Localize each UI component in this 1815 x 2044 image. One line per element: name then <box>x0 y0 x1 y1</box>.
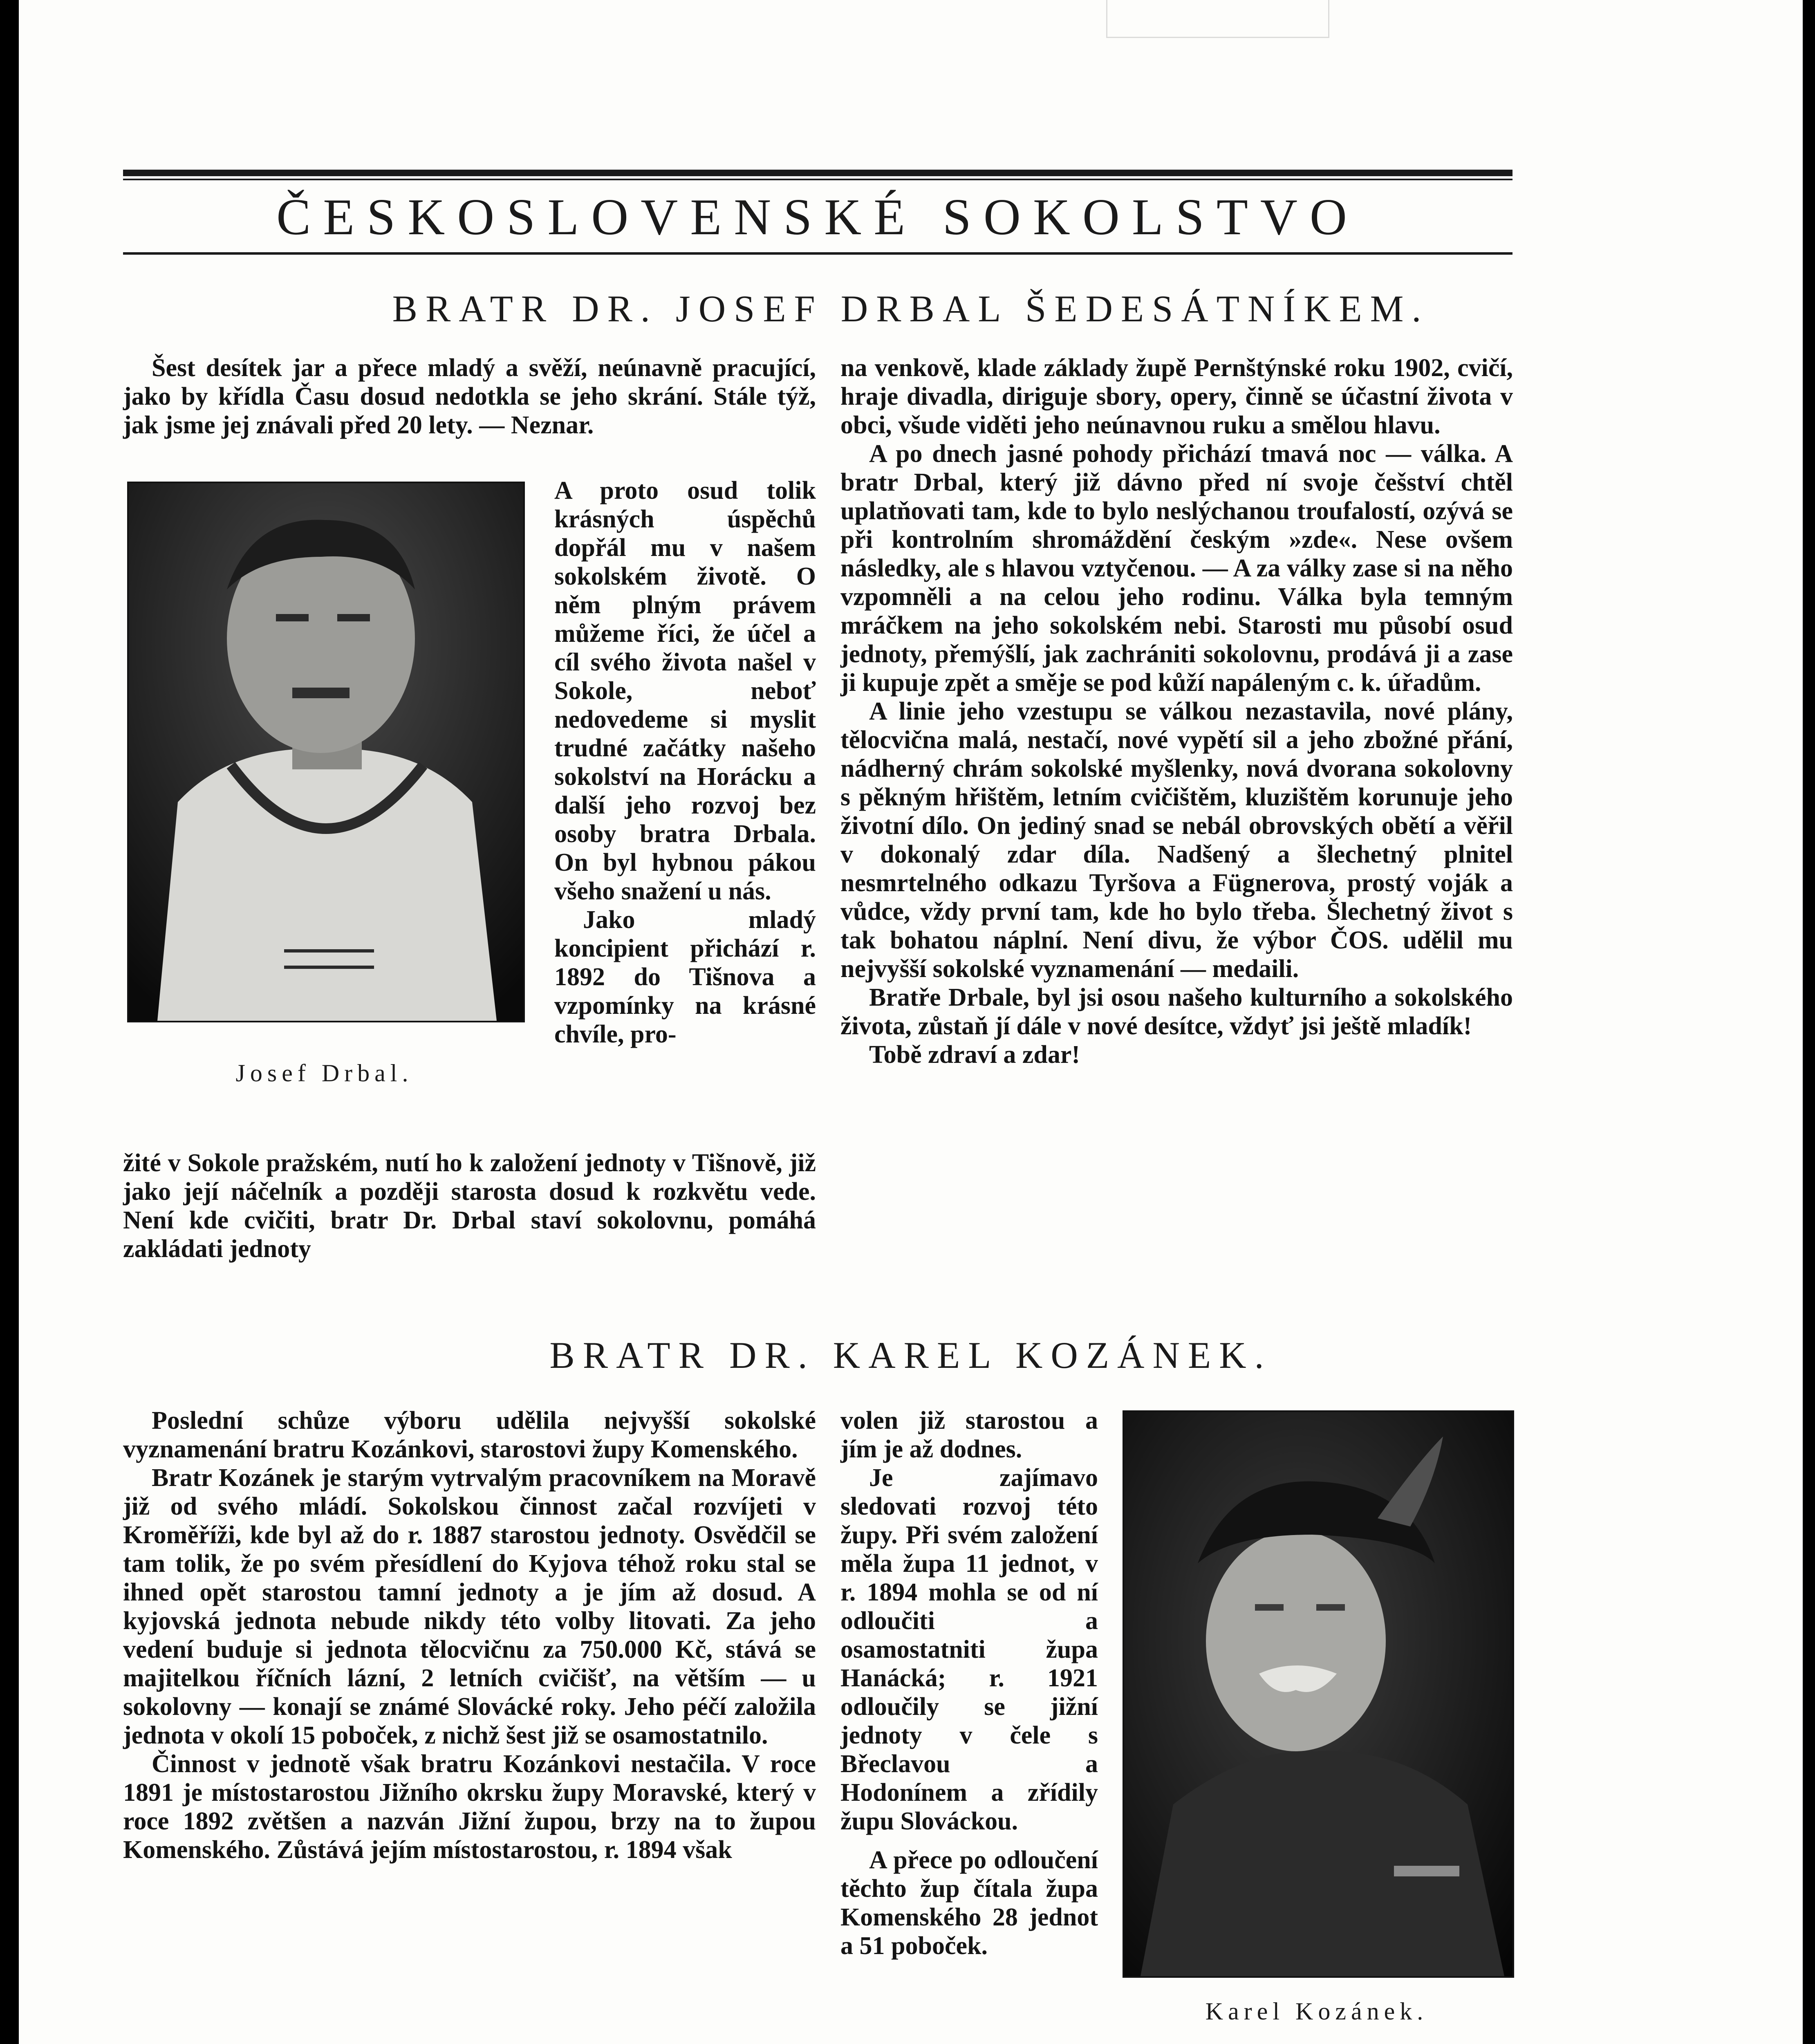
article1-lead-text: Šest desítek jar a přece mladý a svěží, neúnavně pracující, jako by křídla Času dosud nedotkla se jeho skrání. Stále týž, jak jsme jej znávali před 20 lety. — Neznar. <box>123 354 816 439</box>
portrait-drbal-image <box>129 483 523 1021</box>
article1-right-column <box>840 354 1513 1069</box>
article2-left-column <box>123 1406 816 1864</box>
top-rule <box>123 170 1512 176</box>
article1-wrap-text-2: Jako mladý koncipient přichází r. 1892 do Tišnova a vzpomínky na krásné chvíle, pro- <box>554 906 816 1048</box>
article1-paragraph: A linie jeho vzestupu se válkou nezastavila, nové plány, tělocvična malá, nestačí, nové vypětí sil a jeho zbožné přání, nádherný chrám sokolské myšlenky, nová dvorana sokolovny s pěkným hřištěm, letním cvičištěm, kluzištěm korunuje jeho životní dílo. On jediný snad se nebál obrovských obětí a věřil v dokonalý zdar díla. Nadšený a šlechetný plnitel nesmrtelného odkazu Tyršova a Fügnerova, prostý voják a vůdce, vždy první tam, kde ho bylo třeba. Šlechetný život s tak bohatou náplní. Není divu, že výbor ČOS. udělil mu nejvyšší sokolské vyznamenání — medaili. <box>840 697 1513 983</box>
article2-headline: BRATR DR. KAREL KOZÁNEK. <box>549 1334 1272 1376</box>
article1-wrap-column <box>554 476 816 1049</box>
section-title: ČESKOSLOVENSKÉ SOKOLSTVO <box>276 189 1359 246</box>
article1-paragraph: Tobě zdraví a zdar! <box>869 1041 1080 1069</box>
article1-continuation <box>123 1149 816 1263</box>
article1-paragraph: na venkově, klade základy župě Pernštýnské roku 1902, cvičí, hraje divadla, diriguje sbory, opery, činně se účastní života v obci, všude viděti jeho neúnavnou ruku a smělou hlavu. <box>840 354 1513 439</box>
article1-paragraph: A po dnech jasné pohody přichází tmavá noc — válka. A bratr Drbal, který již dávno před ní svoje češství chtěl uplatňovati tam, kde to bylo neslýchanou troufalostí, ozývá se při kontrolním shromáždění českým »zde«. Nese ovšem následky, ale s hlavou vztyčenou. — A za války zase si na něho vzpomněli a na celou jeho rodinu. Válka byla temným mráčkem na jeho sokolském nebi. Starosti mu působí osud jednoty, přemýšlí, jak zachrániti sokolovnu, prodává ji a zase ji kupuje zpět a směje se pod kůží napáleným c. k. úřadům. <box>840 440 1513 697</box>
article2-paragraph: A přece po odloučení těchto žup čítala župa Komenského 28 jednot a 51 poboček. <box>840 1846 1098 1960</box>
section-rule <box>123 252 1512 255</box>
top-rule-thin <box>123 179 1512 180</box>
corner-mark <box>1106 0 1329 38</box>
article2-paragraph: Je zajímavo sledovati rozvoj této župy. Při svém založení měla župa 11 jednot, v r. 1894 mohla se od ní odloučiti a osamostatniti župa Hanácká; r. 1921 odloučily se jižní jednoty v čele s Břeclavou a Hodonínem a zřídily župu Slováckou. <box>840 1464 1098 1835</box>
article1-photo-caption: Josef Drbal. <box>235 1060 413 1087</box>
josef-drbal-photo <box>127 482 525 1022</box>
portrait-kozanek-image <box>1124 1412 1512 1976</box>
article1-wrap-text: A proto osud tolik krásných úspěchů dopřál mu v našem sokolském životě. O něm plným právem můžeme říci, že účel a cíl svého života našel v Sokole, neboť nedovedeme si myslit trudné začátky našeho sokolství na Horácku a další jeho rozvoj bez osoby bratra Drbala. On byl hybnou pákou všeho snažení u nás. <box>554 477 816 905</box>
article2-paragraph: Činnost v jednotě však bratru Kozánkovi nestačila. V roce 1891 je místostarostou Jižního okrsku župy Moravské, který v roce 1892 zvětšen a nazván Jižní župou, brzy na to župou Komenského. Zůstává jejím místostarostou, r. 1894 však <box>123 1750 816 1864</box>
article2-paragraph: volen již starostou a jím je až dodnes. <box>840 1407 1098 1463</box>
karel-kozanek-photo <box>1123 1410 1514 1978</box>
article2-middle-column <box>840 1406 1098 1960</box>
article2-paragraph: Bratr Kozánek je starým vytrvalým pracovníkem na Moravě již od svého mládí. Sokolskou činnost začal rozvíjeti v Kroměříži, kde byl až do r. 1887 starostou jednoty. Osvědčil se tam tolik, že po svém přesídlení do Kyjova téhož roku stal se ihned opět starostou tamní jednoty a je jím až dosud. A kyjovská jednota nebude nikdy této volby litovati. Za jeho vedení buduje si jednota tělocvičnu za 750.000 Kč, stává se majitelkou říčních lázní, 2 letních cvičišť, na větším — u sokolovny — konají se známé Slovácké roky. Jeho péčí založila jednota v okolí 15 poboček, z nichž šest již se osamostatnilo. <box>123 1464 816 1749</box>
article1-paragraph: Bratře Drbale, byl jsi osou našeho kulturního a sokolského života, zůstaň jí dále v nové desítce, vždyť jsi ještě mladík! <box>840 984 1513 1040</box>
magazine-page <box>19 0 1803 2044</box>
article1-continue-text: žité v Sokole pražském, nutí ho k založení jednoty v Tišnově, již jako její náčelník a později starosta dosud k rozkvětu vede. Není kde cvičiti, bratr Dr. Drbal staví sokolovnu, pomáhá zakládati jednoty <box>123 1149 816 1263</box>
article2-paragraph: Poslední schůze výboru udělila nejvyšší sokolské vyznamenání bratru Kozánkovi, starostovi župy Komenského. <box>123 1407 816 1463</box>
article1-headline: BRATR DR. JOSEF DRBAL ŠEDESÁTNÍKEM. <box>392 288 1430 329</box>
article2-photo-caption: Karel Kozánek. <box>1205 1998 1428 2025</box>
article1-lead <box>123 354 816 439</box>
